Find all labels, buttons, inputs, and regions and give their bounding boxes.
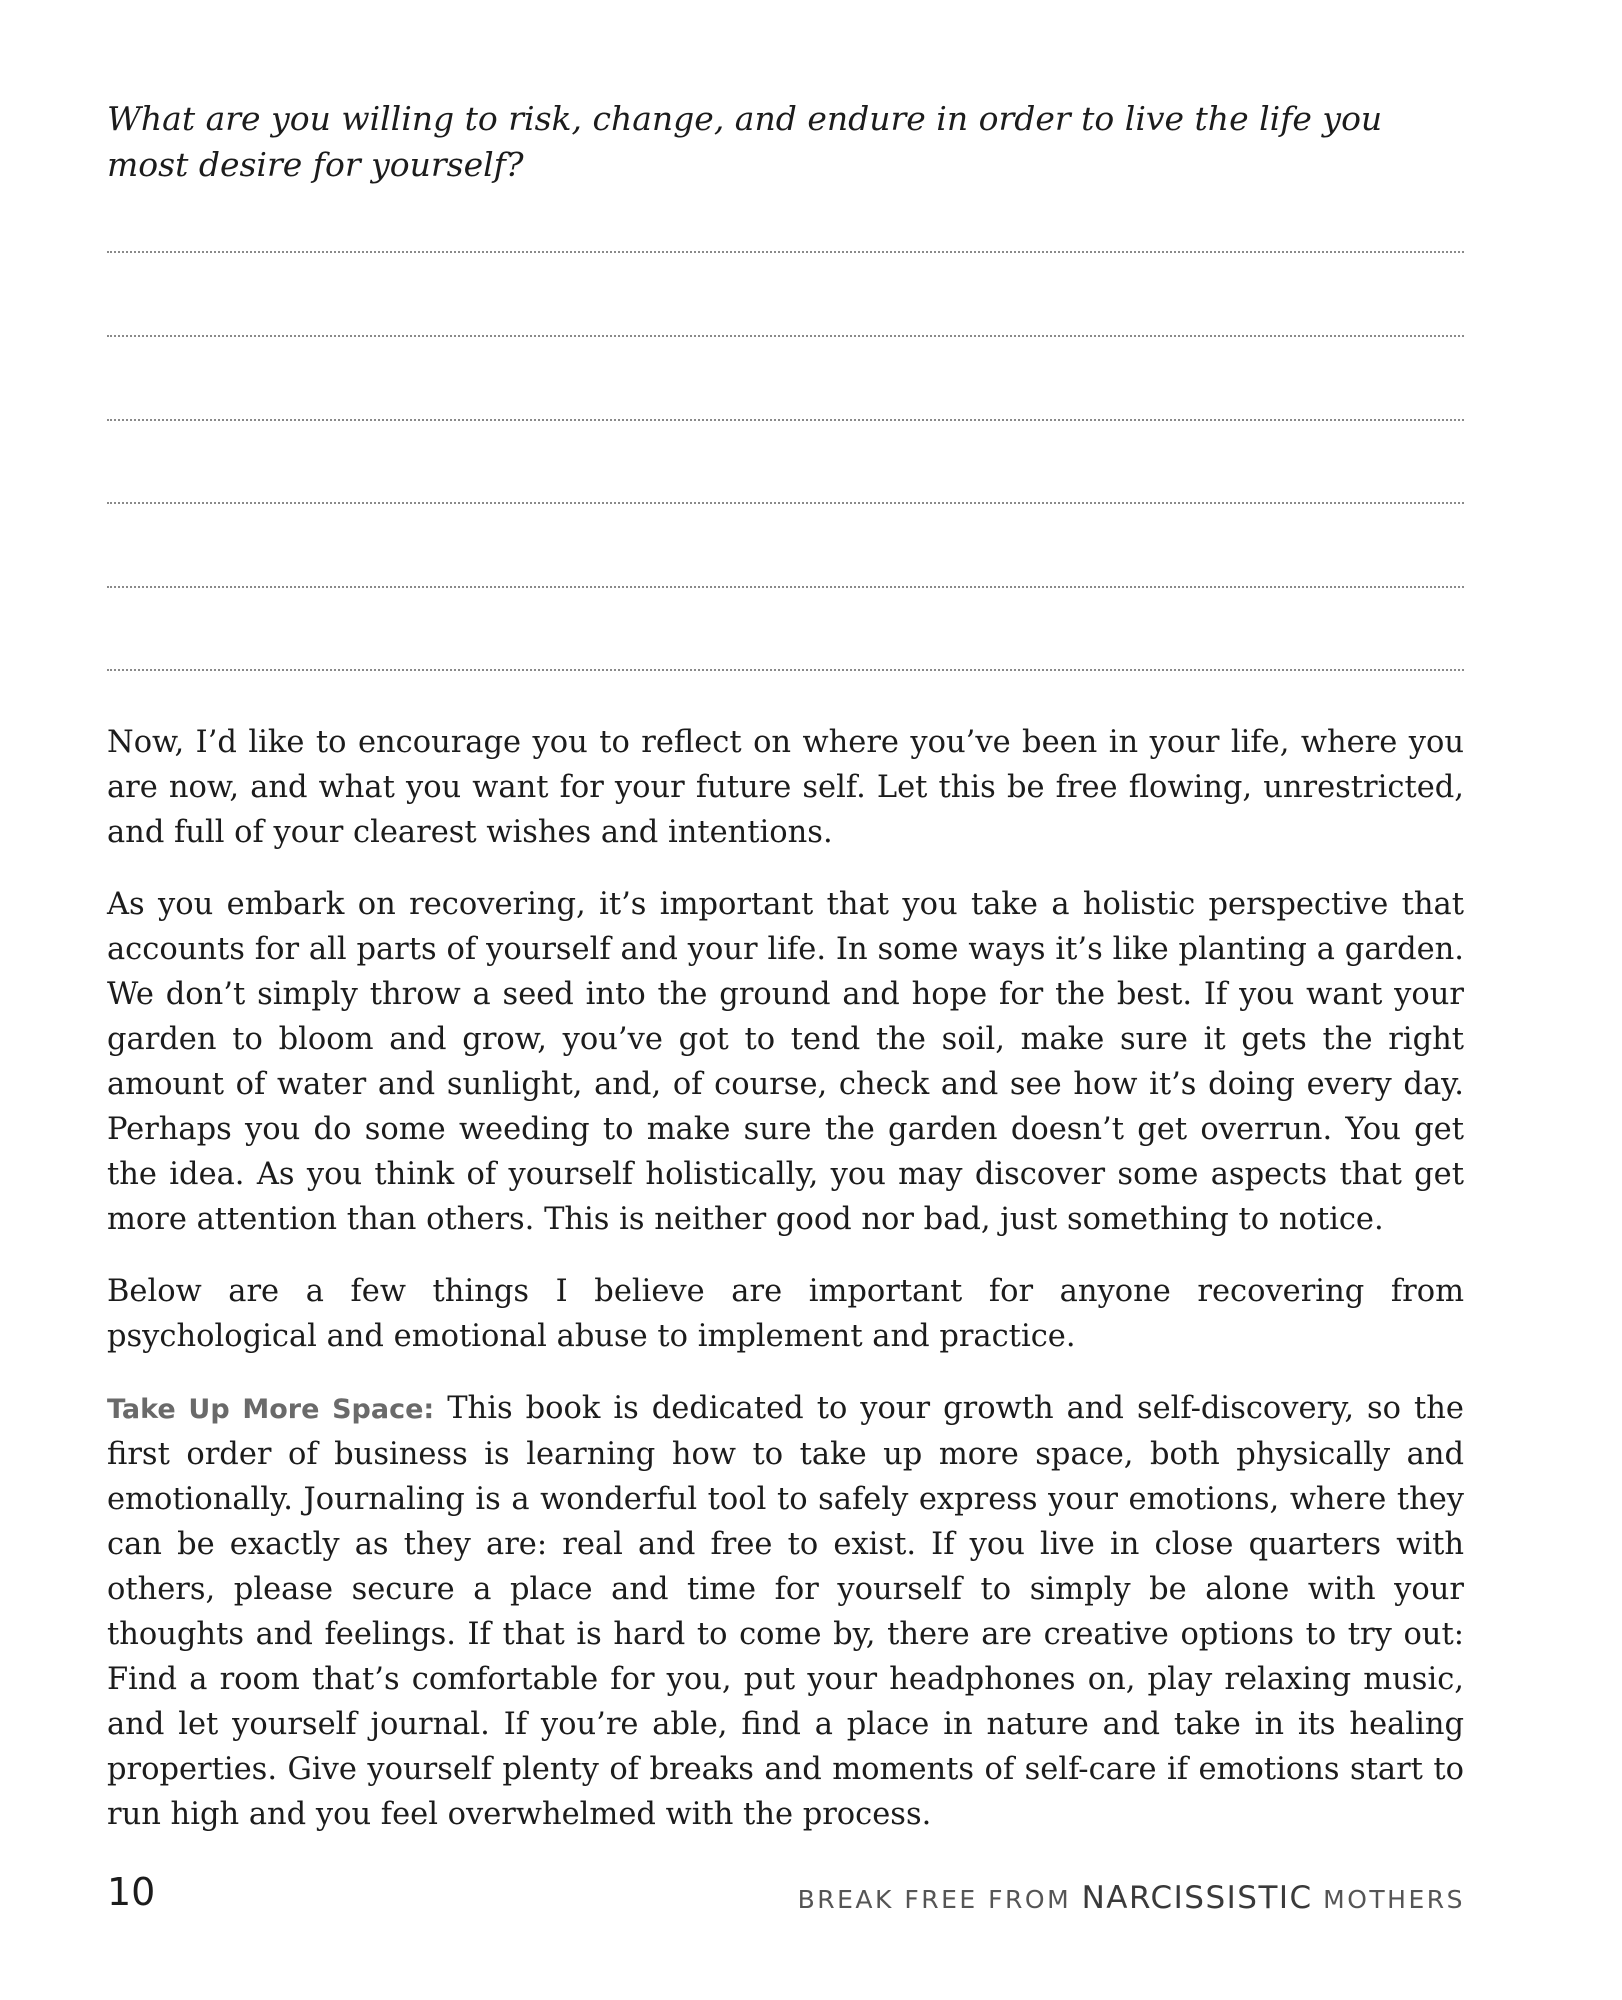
body-text [107, 720, 1464, 1864]
answer-line-2[interactable] [107, 335, 1464, 337]
answer-line-4[interactable] [107, 502, 1464, 504]
paragraph-holistic: As you embark on recovering, it’s important that you take a holistic perspective that accounts for all parts of yourself and your life. In some ways it’s like planting a garden. We don’t simply throw a seed into the ground and hope for the best. If you want your garden to bloom and grow, you’ve got to tend the soil, make sure it gets the right amount of water and sunlight, and, of course, check and see how it’s doing every day. Perhaps you do some weeding to make sure the garden doesn’t get overrun. You get the idea. As you think of yourself holistically, you may discover some aspects that get more attention than others. This is neither good nor bad, just something to notice. [107, 887, 1464, 1237]
paragraph-below: Below are a few things I believe are important for anyone recovering from psychological and emotional abuse to implement and practice. [107, 1274, 1464, 1354]
answer-line-5[interactable] [107, 586, 1464, 588]
running-head-part1: BREAK FREE FROM [797, 1885, 1082, 1914]
page-number: 10 [107, 1870, 156, 1914]
answer-line-6[interactable] [107, 669, 1464, 671]
answer-line-1[interactable] [107, 251, 1464, 253]
section-take-up-space [107, 1386, 1464, 1837]
running-head-part2: NARCISSISTIC [1081, 1880, 1313, 1916]
section-heading: Take Up More Space: [107, 1394, 435, 1425]
section-text: This book is dedicated to your growth and self-discovery, so the first order of business is learning how to take up more space, both physically and emotionally. Journaling is a wonderful tool to safely express your emotions, where they can be exactly as they are: real and free to exist. If you live in close quarters with others, please secure a place and time for yourself to simply be alone with your thoughts and feelings. If that is hard to come by, there are creative options to try out: Find a room that’s comfortable for you, put your headphones on, play relaxing music, and let yourself journal. If you’re able, find a place in nature and take in its healing properties. Give yourself plenty of breaks and moments of self-care if emotions start to run high and you feel overwhelmed with the process. [107, 1391, 1464, 1832]
running-head-part3: MOTHERS [1312, 1885, 1465, 1914]
answer-line-3[interactable] [107, 419, 1464, 421]
running-head [798, 1880, 1465, 1916]
paragraph-reflect: Now, I’d like to encourage you to reflect on where you’ve been in your life, where you are now, and what you want for your future self. Let this be free flowing, unrestricted, and full of your clearest wishes and intentions. [107, 725, 1464, 850]
journal-prompt: What are you willing to risk, change, and endure in order to live the life you most desire for yourself? [107, 99, 1383, 184]
